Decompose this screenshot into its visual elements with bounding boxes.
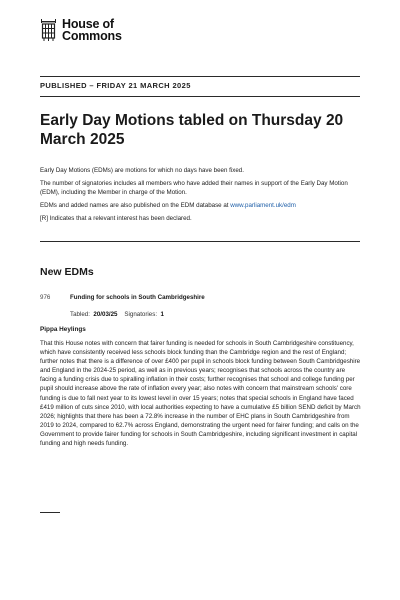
page-title: Early Day Motions tabled on Thursday 20 March 2025 — [40, 112, 344, 148]
tabled-date: 20/03/25 — [93, 311, 118, 318]
end-marker — [40, 512, 60, 513]
motion-text: That this House notes with concern that fairer funding is needed for schools in South Cambridgeshire constituency, which have consistently received less schools block funding than the Cambridge region and the rest of England; further notes that there is a difference of over £400 per pupil in schools block funding between South Cambridgeshire and England in the 2024-25 period, as well as in previous years; recognises that schools across the country are facing a funding crisis due to spiralling inflation in their costs; further recognises that school and college funding per pupil should increase above the rate of inflation every year; also notes with concern that mainstream schools' core funding is due to fall next year to its lowest level in over 15 years; notes that special schools in England have faced £419 million of cuts since 2010, with local authorities expecting to have a cumulative £5 billion SEND deficit by March 2026; highlights that there has been a 72.8% increase in the number of EHC plans in South Cambridgeshire from 2019 to 2024, compared to 62.7% across England, demonstrating the urgent need for fairer funding; and calls on the Government to provide fairer funding for schools in South Cambridgeshire, including significant investment in capital funding and high needs funding. — [40, 340, 361, 448]
intro-paragraph-2: The number of signatories includes all members who have added their names in support of the Early Day Motion (EDM), including the Member in charge of the Motion. — [40, 180, 348, 196]
intro-divider — [40, 241, 360, 242]
edm-database-link[interactable]: www.parliament.uk/edm — [230, 202, 296, 209]
published-date: PUBLISHED – FRIDAY 21 MARCH 2025 — [40, 81, 191, 90]
motion-sponsor: Pippa Heylings — [40, 326, 86, 333]
motion-header — [40, 294, 205, 301]
relevant-interest-note: [R] Indicates that a relevant interest has been declared. — [40, 215, 192, 222]
motion-title: Funding for schools in South Cambridgeshire — [70, 294, 205, 301]
section-title: New EDMs — [40, 266, 94, 278]
portcullis-icon — [40, 18, 57, 42]
header-divider — [40, 96, 360, 97]
motion-number: 976 — [40, 294, 51, 301]
intro-block — [40, 166, 365, 227]
logo-line-2: Commons — [62, 29, 122, 43]
intro-paragraph-3 — [40, 201, 365, 210]
logo-line-1: House of — [62, 17, 114, 31]
edm-database-text: EDMs and added names are also published on the EDM database at — [40, 202, 231, 209]
motion-meta — [70, 311, 164, 318]
intro-paragraph-1: Early Day Motions (EDMs) are motions for which no days have been fixed. — [40, 167, 244, 174]
signatories-count: 1 — [160, 311, 164, 318]
signatories-label: Signatories: — [124, 311, 158, 318]
house-of-commons-logo — [40, 18, 122, 42]
logo-wordmark — [62, 18, 122, 42]
top-divider — [40, 76, 360, 77]
tabled-label: Tabled: — [70, 311, 90, 318]
